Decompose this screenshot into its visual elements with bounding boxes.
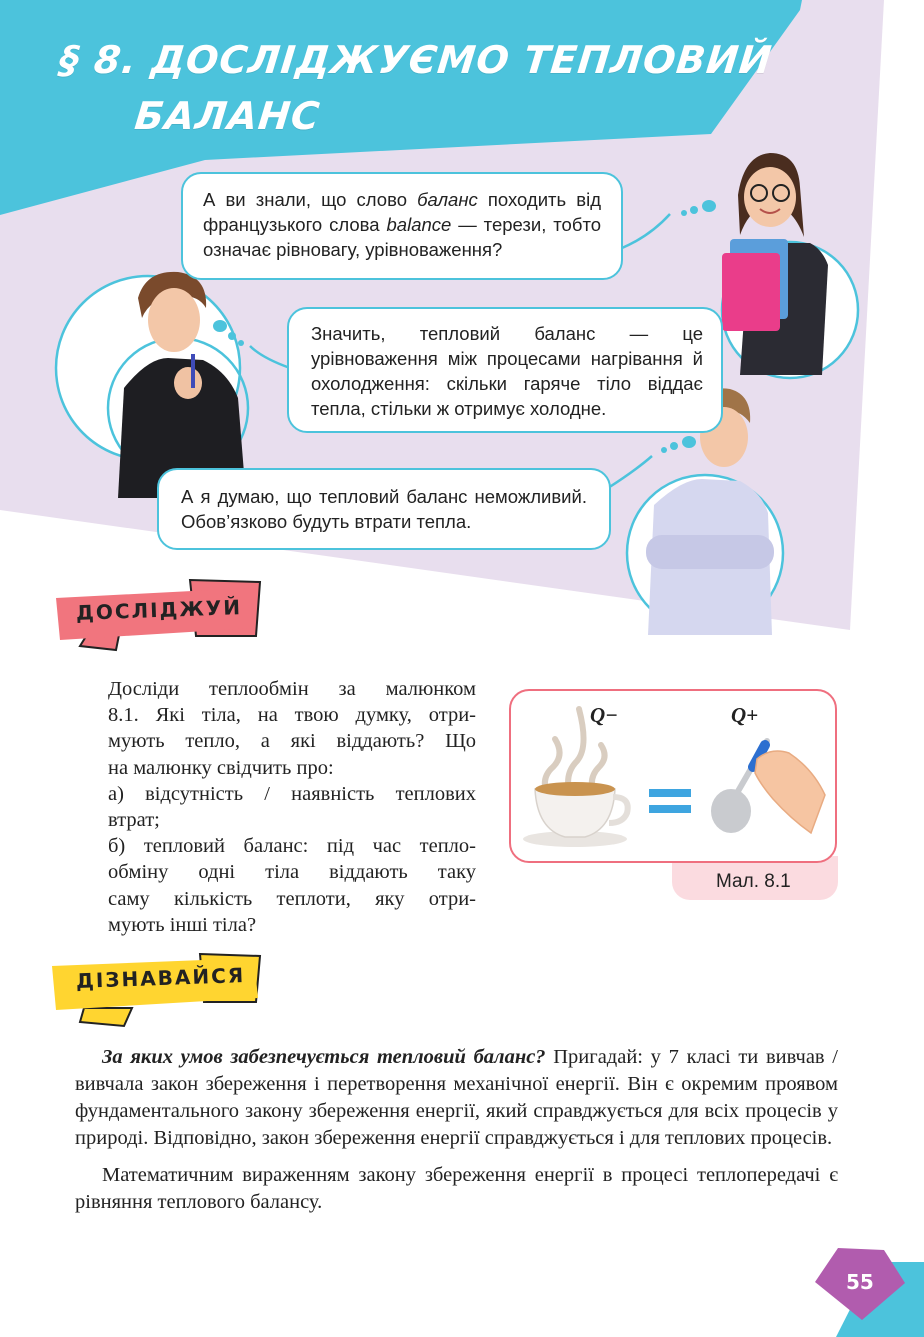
- section-title-line1: § 8. ДОСЛІДЖУЄМО ТЕПЛОВИЙ: [57, 38, 775, 82]
- boy2-speech-text: А я думаю, що тепловий баланс неможливий. Обов’язково будуть втрати тепла.: [181, 486, 587, 532]
- girl-bubble-tail: [622, 214, 670, 248]
- boy1-speech-bubble: [287, 307, 723, 433]
- boy1-speech-text: Значить, тепловий баланс — це урівноваження між процесами нагрівання й охолодження: скільки гаряче тіло віддає тепла, стільки ж отримує холодне.: [311, 323, 703, 419]
- teacup-icon: [535, 789, 615, 837]
- hand-icon: [755, 751, 825, 833]
- learn-label: ДІЗНАВАЙСЯ: [75, 963, 246, 993]
- girl-text-emphasis-balans: баланс: [417, 189, 478, 210]
- girl-speech-text: [203, 187, 601, 262]
- girl-text-part3: — терези, тобто означає рівновагу, урівноваження?: [203, 214, 601, 260]
- learn-tag-tail: [80, 1008, 132, 1026]
- task-line: Досліди теплообмін за малюнком: [108, 678, 476, 700]
- boy2-speech-bubble: [157, 468, 611, 550]
- girl-text-part1: А ви знали, що слово: [203, 189, 418, 210]
- boy2-bubble-tail: [608, 456, 652, 488]
- girl-text-part2: походить від французького слова: [203, 189, 601, 235]
- equals-sign-top: [649, 789, 691, 797]
- girl-text-emphasis-balance: balance: [386, 214, 452, 235]
- girl-speech-bubble: [181, 172, 623, 280]
- spoon-icon: [711, 789, 751, 833]
- learn-question: За яких умов забезпечується тепловий баланс?: [102, 1046, 546, 1068]
- task-line: б) тепловий баланс: під час тепло-: [108, 835, 476, 858]
- learn-paragraph-2: Математичним вираженням закону збереження енергії в процесі теплопередачі є рівняння теплового балансу.: [75, 1164, 838, 1213]
- task-line: а) відсутність / наявність теплових: [108, 782, 476, 805]
- figure-illustration: [509, 689, 837, 863]
- task-line: обміну одні тіла віддають таку: [108, 861, 476, 884]
- boy1-tail-dot1: [238, 340, 244, 346]
- girl-tail-dot3: [702, 200, 716, 212]
- boy2-tail-dot2: [670, 442, 678, 450]
- boy1-bubble-tail: [250, 346, 290, 368]
- investigate-label: ДОСЛІДЖУЙ: [75, 595, 243, 625]
- task-line: втрат;: [108, 809, 160, 832]
- task-line: мують інші тіла?: [108, 913, 257, 936]
- boy1-tail-dot3: [213, 320, 227, 332]
- girl-tail-dot2: [690, 206, 698, 214]
- equals-sign-bottom: [649, 805, 691, 813]
- girl-tail-dot1: [681, 210, 687, 216]
- figure-caption: Мал. 8.1: [716, 871, 791, 892]
- task-line: 8.1. Які тіла, на твою думку, отри-: [108, 704, 476, 727]
- learn-paragraph-1-rest: Пригадай: у 7 класі ти вивчав / вивчала закон збереження і перетворення механічної енергії. Він є окремим проявом фундаментального закону збереження енергії, який справджується для всіх процесів у природі. Відповідно, закон збереження енергії справджується і для теплових процесів.: [75, 1046, 838, 1149]
- tea-surface: [535, 782, 615, 796]
- task-line: саму кількість теплоти, яку отри-: [108, 887, 476, 910]
- q-plus-label: Q+: [731, 703, 759, 727]
- page-number: 55: [846, 1270, 874, 1294]
- task-line: на малюнку свідчить про:: [108, 756, 334, 779]
- boy2-tail-dot3: [682, 436, 696, 448]
- boy1-tail-dot2: [228, 332, 236, 340]
- q-minus-label: Q−: [590, 703, 618, 727]
- learn-paragraph-1: [75, 1044, 838, 1152]
- section-title-line2: БАЛАНС: [132, 94, 323, 138]
- investigate-task-text: [108, 676, 476, 938]
- learn-body-text: [75, 1044, 838, 1216]
- boy2-tail-dot1: [661, 447, 667, 453]
- task-line: мують тепло, а які віддають? Що: [108, 730, 476, 753]
